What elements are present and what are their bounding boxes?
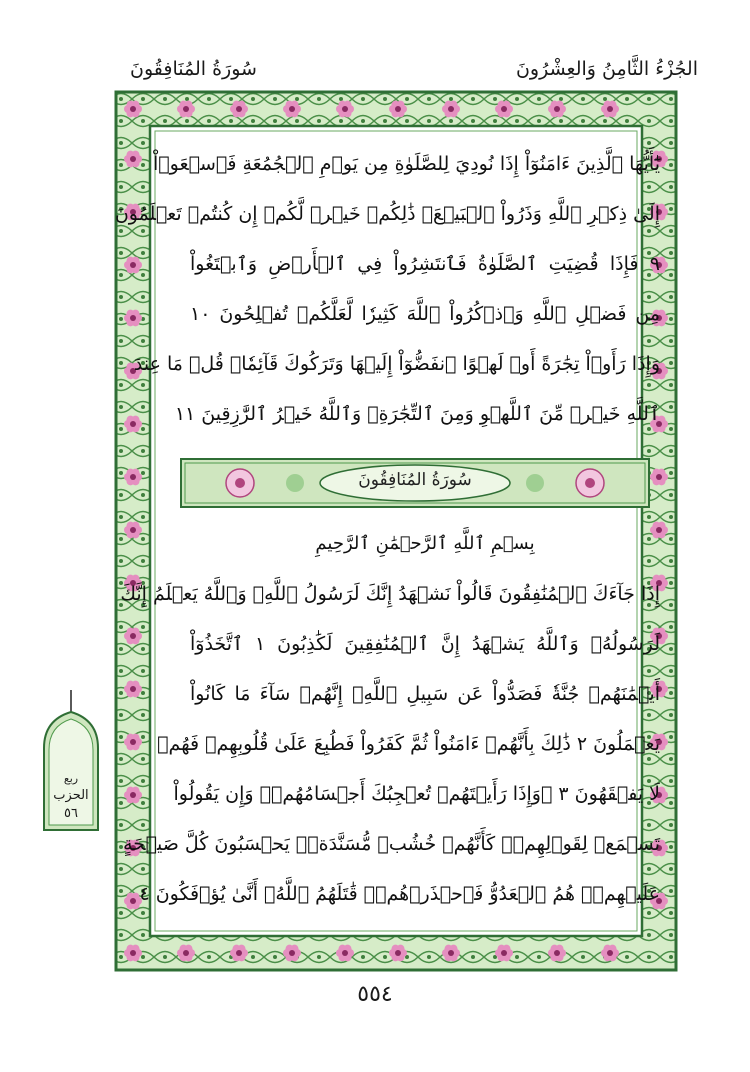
verse-line: ٱللَّهِ خَيۡرٞ مِّنَ ٱللَّهۡوِ وَمِنَ ٱلتِّجَٰرَةِۚ وَٱللَّهُ خَيۡرُ ٱلرَّٰزِقِينَ ١١ [174,403,660,425]
surah-title-banner [180,458,650,508]
verse-line: ٩ فَإِذَا قُضِيَتِ ٱلصَّلَوٰةُ فَٱنتَشِرُواْ فِي ٱلۡأَرۡضِ وَٱبۡتَغُواْ [190,253,660,275]
verse-line: لَا يَفۡقَهُونَ ٣ ۞وَإِذَا رَأَيۡتَهُمۡ تُعۡجِبُكَ أَجۡسَامُهُمۡۖ وَإِن يَقُولُواْ [173,783,660,805]
page-number: ٥٥٤ [357,982,393,1007]
surah-title: سُورَةُ المُنَافِقُونَ [358,470,472,490]
hizb-marker [40,690,102,835]
verse-line: إِلَىٰ ذِكۡرِ ٱللَّهِ وَذَرُواْ ٱلۡبَيۡعَۚ ذَٰلِكُمۡ خَيۡرٞ لَّكُمۡ إِن كُنتُمۡ تَعۡلَمُونَ [114,203,660,225]
verse-line: عَلَيۡهِمۡۚ هُمُ ٱلۡعَدُوُّ فَٱحۡذَرۡهُمۡۚ قَٰتَلَهُمُ ٱللَّهُۖ أَنَّىٰ يُؤۡفَكُونَ ٤ [139,883,660,905]
hizb-number: ٥٦ [64,806,78,821]
verse-text-block [114,140,661,940]
hizb-label: الحزب [53,788,89,803]
verse-line: مِن فَضۡلِ ٱللَّهِ وَٱذۡكُرُواْ ٱللَّهَ كَثِيرٗا لَّعَلَّكُمۡ تُفۡلِحُونَ ١٠ [190,303,660,325]
verse-line: تَسۡمَعۡ لِقَوۡلِهِمۡۖ كَأَنَّهُمۡ خُشُبٞ مُّسَنَّدَةٞۖ يَحۡسَبُونَ كُلَّ صَيۡحَةٍ [123,833,660,855]
verse-line: إِذَا جَآءَكَ ٱلۡمُنَٰفِقُونَ قَالُواْ نَشۡهَدُ إِنَّكَ لَرَسُولُ ٱللَّهِۗ وَٱللَّهُ يَعۡلَمُ إِنَّكَ [120,583,660,605]
surah-header: سُورَةُ المُنَافِقُونَ [130,58,257,80]
basmala: بِسۡمِ ٱللَّهِ ٱلرَّحۡمَٰنِ ٱلرَّحِيمِ [315,533,535,554]
juz-header: الجُزْءُ الثَّامِنُ وَالعِشْرُونَ [515,58,698,80]
verse-line: يَعۡمَلُونَ ٢ ذَٰلِكَ بِأَنَّهُمۡ ءَامَنُواْ ثُمَّ كَفَرُواْ فَطُبِعَ عَلَىٰ قُلُوبِهِمۡ فَهُمۡ [157,733,660,755]
verse-line: لَرَسُولُهُۥ وَٱللَّهُ يَشۡهَدُ إِنَّ ٱلۡمُنَٰفِقِينَ لَكَٰذِبُونَ ١ ٱتَّخَذُوٓاْ [190,633,661,655]
verse-line: وَإِذَا رَأَوۡاْ تِجَٰرَةً أَوۡ لَهۡوًا ٱنفَضُّوٓاْ إِلَيۡهَا وَتَرَكُوكَ قَآئِمٗاۚ قُلۡ مَا عِندَ [133,353,660,375]
verse-line: يَٰٓأَيُّهَا ٱلَّذِينَ ءَامَنُوٓاْ إِذَا نُودِيَ لِلصَّلَوٰةِ مِن يَوۡمِ ٱلۡجُمُعَةِ فَٱسۡعَوۡاْ [152,153,660,175]
verse-line: أَيۡمَٰنَهُمۡ جُنَّةٗ فَصَدُّواْ عَن سَبِيلِ ٱللَّهِۚ إِنَّهُمۡ سَآءَ مَا كَانُواْ [190,683,660,705]
hizb-quarter: ربع [63,772,79,785]
